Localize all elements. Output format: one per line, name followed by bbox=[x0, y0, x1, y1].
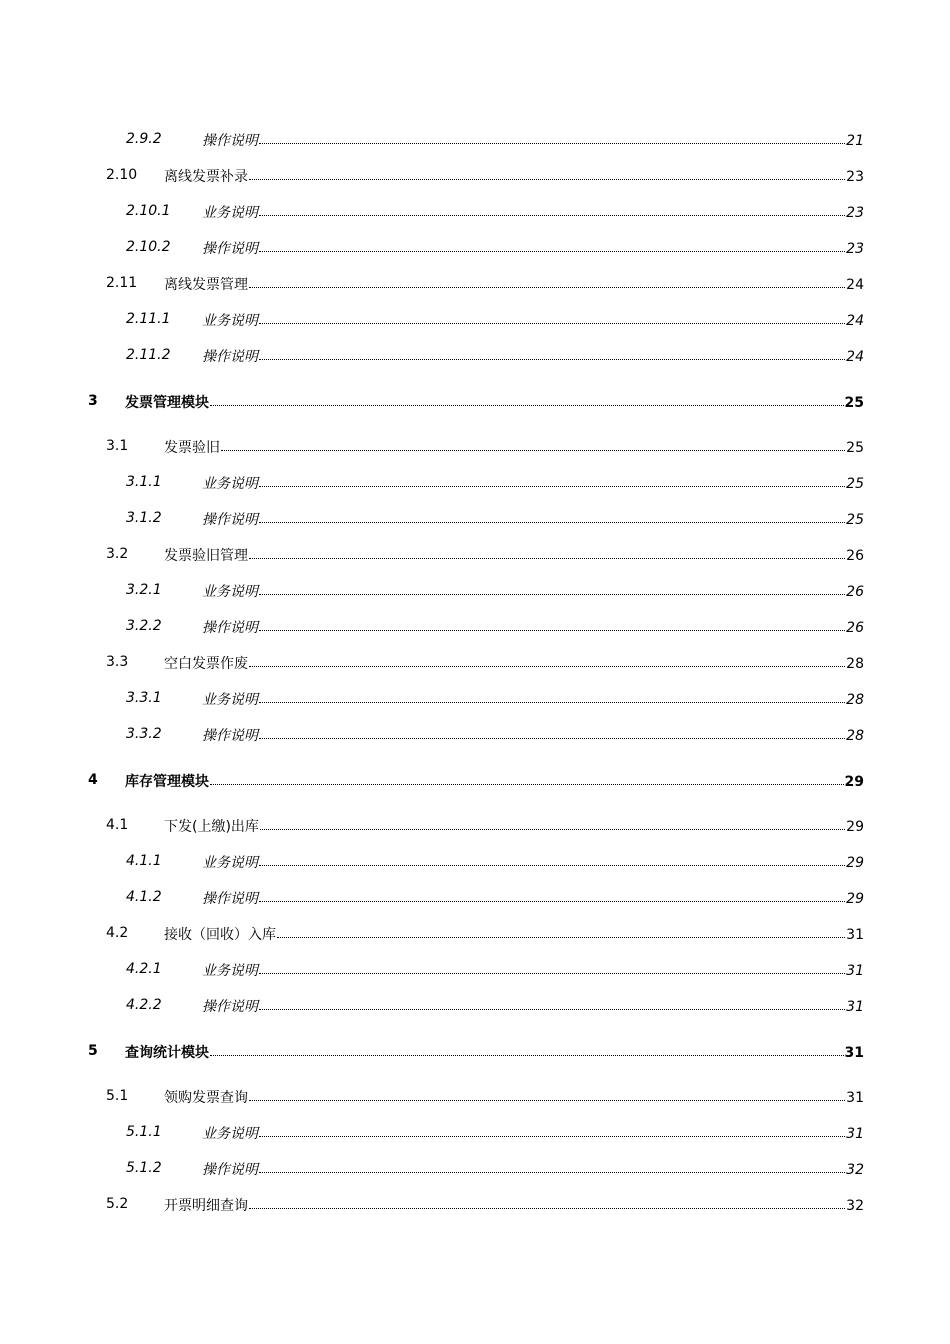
toc-entry-page: 28 bbox=[846, 728, 864, 744]
toc-entry-number: 3.1.2 bbox=[126, 510, 162, 526]
toc-entry-number: 3.2.2 bbox=[126, 618, 162, 634]
toc-entry-title: 操作说明 bbox=[202, 133, 258, 149]
toc-entry-title: 离线发票补录 bbox=[164, 169, 248, 185]
toc-entry-number: 3.1 bbox=[106, 438, 129, 454]
toc-entry[interactable] bbox=[0, 1157, 864, 1179]
toc-entry-title: 离线发票管理 bbox=[164, 277, 248, 293]
toc-entry[interactable] bbox=[0, 164, 864, 186]
toc-entry-number: 4.2.1 bbox=[126, 961, 162, 977]
toc-entry-title: 操作说明 bbox=[202, 999, 258, 1015]
toc-entry-page: 24 bbox=[846, 349, 864, 365]
toc-entry-title: 业务说明 bbox=[202, 1126, 258, 1142]
toc-dot-leader bbox=[210, 1055, 844, 1056]
toc-entry-page: 31 bbox=[846, 1090, 864, 1106]
toc-dot-leader bbox=[210, 784, 844, 785]
toc-entry-page: 29 bbox=[844, 774, 864, 790]
toc-entry-title: 库存管理模块 bbox=[125, 774, 209, 790]
toc-dot-leader bbox=[249, 287, 845, 288]
toc-dot-leader bbox=[277, 937, 845, 938]
toc-entry-title: 业务说明 bbox=[202, 692, 258, 708]
toc-entry-page: 28 bbox=[846, 692, 864, 708]
toc-entry[interactable] bbox=[0, 723, 864, 745]
toc-entry[interactable] bbox=[0, 615, 864, 637]
toc-entry[interactable] bbox=[0, 994, 864, 1016]
toc-dot-leader bbox=[259, 630, 845, 631]
toc-entry-number: 3.1.1 bbox=[126, 474, 162, 490]
toc-entry-page: 23 bbox=[846, 169, 864, 185]
toc-entry-number: 4.2.2 bbox=[126, 997, 162, 1013]
toc-entry-title: 操作说明 bbox=[202, 620, 258, 636]
toc-entry-number: 2.10.1 bbox=[126, 203, 171, 219]
toc-entry-page: 23 bbox=[846, 241, 864, 257]
toc-entry-page: 21 bbox=[846, 133, 864, 149]
toc-entry[interactable] bbox=[0, 886, 864, 908]
toc-entry-title: 操作说明 bbox=[202, 241, 258, 257]
toc-entry-page: 23 bbox=[846, 205, 864, 221]
toc-entry-page: 31 bbox=[846, 999, 864, 1015]
toc-entry-number: 2.9.2 bbox=[126, 131, 162, 147]
toc-entry[interactable] bbox=[0, 687, 864, 709]
toc-entry-page: 26 bbox=[846, 584, 864, 600]
toc-entry-page: 31 bbox=[846, 963, 864, 979]
toc-entry[interactable] bbox=[0, 922, 864, 944]
toc-entry[interactable] bbox=[0, 200, 864, 222]
toc-entry[interactable] bbox=[0, 958, 864, 980]
toc-entry-number: 5.2 bbox=[106, 1196, 129, 1212]
toc-entry-number: 3 bbox=[88, 393, 98, 409]
toc-entry-title: 业务说明 bbox=[202, 205, 258, 221]
toc-entry-page: 25 bbox=[846, 476, 864, 492]
toc-entry-page: 24 bbox=[846, 313, 864, 329]
toc-dot-leader bbox=[249, 179, 845, 180]
toc-entry-number: 4.1.2 bbox=[126, 889, 162, 905]
toc-dot-leader bbox=[260, 829, 845, 830]
toc-entry-title: 操作说明 bbox=[202, 512, 258, 528]
toc-entry[interactable] bbox=[0, 507, 864, 529]
toc-entry-page: 29 bbox=[846, 819, 864, 835]
toc-dot-leader bbox=[221, 450, 845, 451]
toc-entry-title: 业务说明 bbox=[202, 584, 258, 600]
toc-entry-number: 5 bbox=[88, 1043, 98, 1059]
toc-entry-number: 3.3.2 bbox=[126, 726, 162, 742]
toc-entry-page: 31 bbox=[846, 927, 864, 943]
toc-entry[interactable] bbox=[0, 579, 864, 601]
toc-entry-title: 操作说明 bbox=[202, 1162, 258, 1178]
toc-entry-page: 25 bbox=[846, 512, 864, 528]
toc-entry-number: 4.2 bbox=[106, 925, 129, 941]
toc-entry-page: 25 bbox=[846, 440, 864, 456]
toc-dot-leader bbox=[210, 405, 844, 406]
toc-entry-title: 接收（回收）入库 bbox=[164, 927, 276, 943]
toc-entry-title: 业务说明 bbox=[202, 963, 258, 979]
toc-entry[interactable] bbox=[0, 344, 864, 366]
toc-dot-leader bbox=[259, 594, 845, 595]
toc-dot-leader bbox=[259, 901, 845, 902]
toc-dot-leader bbox=[259, 865, 845, 866]
toc-entry-number: 4 bbox=[88, 772, 98, 788]
toc-dot-leader bbox=[259, 486, 845, 487]
toc-entry-number: 2.10 bbox=[106, 167, 138, 183]
toc-dot-leader bbox=[259, 143, 845, 144]
toc-entry[interactable] bbox=[0, 1193, 864, 1215]
toc-entry[interactable] bbox=[0, 543, 864, 565]
toc-entry-title: 发票管理模块 bbox=[125, 395, 209, 411]
toc-dot-leader bbox=[249, 666, 845, 667]
toc-dot-leader bbox=[249, 558, 845, 559]
toc-dot-leader bbox=[259, 702, 845, 703]
toc-entry-number: 2.11.2 bbox=[126, 347, 171, 363]
toc-entry[interactable] bbox=[0, 769, 864, 791]
toc-entry[interactable] bbox=[0, 850, 864, 872]
toc-entry-title: 业务说明 bbox=[202, 476, 258, 492]
toc-entry[interactable] bbox=[0, 236, 864, 258]
toc-entry-title: 下发(上缴)出库 bbox=[164, 819, 259, 835]
toc-dot-leader bbox=[259, 738, 845, 739]
toc-dot-leader bbox=[259, 215, 845, 216]
toc-entry-number: 3.3 bbox=[106, 654, 129, 670]
toc-entry-page: 25 bbox=[844, 395, 864, 411]
toc-dot-leader bbox=[259, 1136, 845, 1137]
toc-dot-leader bbox=[259, 1009, 845, 1010]
toc-dot-leader bbox=[259, 522, 845, 523]
toc-entry-number: 2.11 bbox=[106, 275, 138, 291]
toc-entry-title: 业务说明 bbox=[202, 855, 258, 871]
toc-dot-leader bbox=[259, 1172, 845, 1173]
toc-entry-title: 发票验旧管理 bbox=[164, 548, 248, 564]
toc-dot-leader bbox=[259, 359, 845, 360]
toc-entry[interactable] bbox=[0, 390, 864, 412]
toc-entry-title: 操作说明 bbox=[202, 349, 258, 365]
toc-entry[interactable] bbox=[0, 471, 864, 493]
toc-entry-title: 操作说明 bbox=[202, 728, 258, 744]
toc-entry-page: 28 bbox=[846, 656, 864, 672]
toc-entry-number: 4.1 bbox=[106, 817, 129, 833]
toc-entry[interactable] bbox=[0, 814, 864, 836]
toc-dot-leader bbox=[259, 973, 845, 974]
toc-entry-page: 31 bbox=[846, 1126, 864, 1142]
toc-entry-number: 5.1.2 bbox=[126, 1160, 162, 1176]
toc-entry-number: 2.11.1 bbox=[126, 311, 171, 327]
toc-dot-leader bbox=[259, 251, 845, 252]
toc-entry-page: 32 bbox=[846, 1162, 864, 1178]
toc-entry-title: 开票明细查询 bbox=[164, 1198, 248, 1214]
toc-entry-page: 24 bbox=[846, 277, 864, 293]
toc-entry[interactable] bbox=[0, 272, 864, 294]
toc-entry-number: 4.1.1 bbox=[126, 853, 162, 869]
toc-entry-title: 领购发票查询 bbox=[164, 1090, 248, 1106]
toc-entry[interactable] bbox=[0, 435, 864, 457]
toc-entry-number: 5.1.1 bbox=[126, 1124, 162, 1140]
toc-entry-page: 26 bbox=[846, 548, 864, 564]
toc-entry-page: 31 bbox=[844, 1045, 864, 1061]
toc-entry-number: 3.3.1 bbox=[126, 690, 162, 706]
toc-entry[interactable] bbox=[0, 308, 864, 330]
toc-entry-page: 29 bbox=[846, 891, 864, 907]
toc-entry-title: 空白发票作废 bbox=[164, 656, 248, 672]
toc-entry-number: 3.2 bbox=[106, 546, 129, 562]
toc-entry-title: 业务说明 bbox=[202, 313, 258, 329]
toc-entry-number: 3.2.1 bbox=[126, 582, 162, 598]
toc-dot-leader bbox=[249, 1208, 845, 1209]
toc-dot-leader bbox=[249, 1100, 845, 1101]
toc-entry-number: 2.10.2 bbox=[126, 239, 171, 255]
toc-entry-page: 26 bbox=[846, 620, 864, 636]
toc-entry[interactable] bbox=[0, 1040, 864, 1062]
toc-entry-page: 32 bbox=[846, 1198, 864, 1214]
toc-entry[interactable] bbox=[0, 1085, 864, 1107]
toc-entry-number: 5.1 bbox=[106, 1088, 129, 1104]
toc-entry-title: 查询统计模块 bbox=[125, 1045, 209, 1061]
toc-dot-leader bbox=[259, 323, 845, 324]
toc-entry-title: 发票验旧 bbox=[164, 440, 220, 456]
toc-entry-title: 操作说明 bbox=[202, 891, 258, 907]
toc-entry[interactable] bbox=[0, 1121, 864, 1143]
toc-entry[interactable] bbox=[0, 128, 864, 150]
toc-entry-page: 29 bbox=[846, 855, 864, 871]
toc-entry[interactable] bbox=[0, 651, 864, 673]
